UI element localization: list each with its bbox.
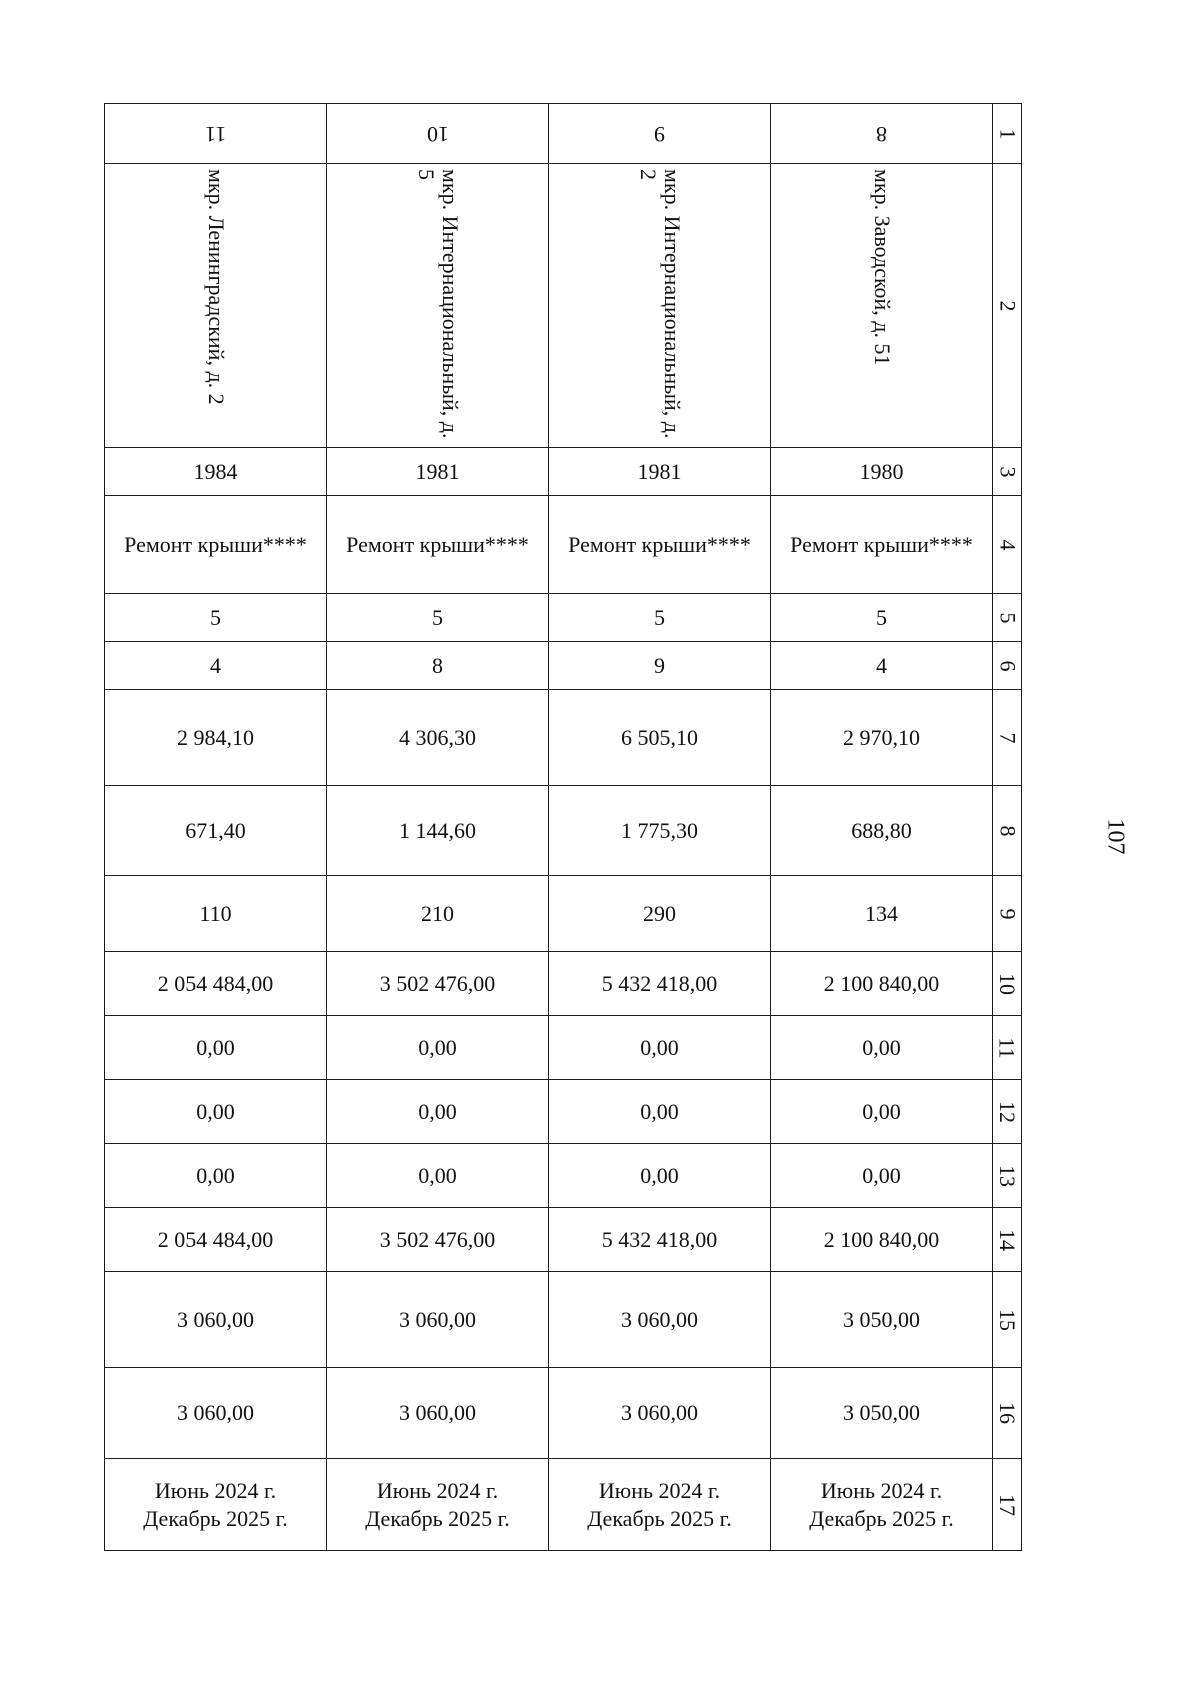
- cell-value: 0,00: [327, 1080, 549, 1144]
- cell-address: мкр. Заводской, д. 51: [771, 164, 993, 448]
- cell-value: 290: [549, 876, 771, 952]
- cell-value: 110: [105, 876, 327, 952]
- table-row-5: [105, 594, 1022, 642]
- row-label: 5: [993, 594, 1022, 642]
- cell-value: 2 984,10: [105, 690, 327, 786]
- cell-value: 3 060,00: [327, 1368, 549, 1459]
- table-row-3: [105, 448, 1022, 496]
- cell-value: 0,00: [549, 1080, 771, 1144]
- table-row-12: [105, 1080, 1022, 1144]
- cell-value: 2 100 840,00: [771, 952, 993, 1016]
- cell-value: 3 502 476,00: [327, 1208, 549, 1272]
- row-label: 8: [993, 786, 1022, 876]
- program-table: [104, 103, 1022, 1551]
- cell-work-type: Ремонт крыши****: [549, 496, 771, 594]
- cell-value: 4: [105, 642, 327, 690]
- cell-value: 5: [327, 594, 549, 642]
- cell-value: 3 050,00: [771, 1368, 993, 1459]
- cell-number: 9: [549, 104, 771, 164]
- table-row-11: [105, 1016, 1022, 1080]
- cell-value: 0,00: [327, 1144, 549, 1208]
- cell-value: 3 060,00: [105, 1272, 327, 1368]
- cell-value: 3 060,00: [327, 1272, 549, 1368]
- cell-number: 8: [771, 104, 993, 164]
- cell-work-type: Ремонт крыши****: [327, 496, 549, 594]
- row-label: 11: [993, 1016, 1022, 1080]
- cell-value: 5: [549, 594, 771, 642]
- cell-value: 688,80: [771, 786, 993, 876]
- cell-value: 0,00: [105, 1144, 327, 1208]
- cell-number: 11: [105, 104, 327, 164]
- cell-value: 0,00: [327, 1016, 549, 1080]
- cell-value: 1 144,60: [327, 786, 549, 876]
- cell-period: Июнь 2024 г. Декабрь 2025 г.: [549, 1459, 771, 1551]
- cell-value: 2 970,10: [771, 690, 993, 786]
- row-label: 2: [993, 164, 1022, 448]
- cell-value: 134: [771, 876, 993, 952]
- cell-address: мкр. Интернациональный, д. 2: [549, 164, 771, 448]
- table-row-4: [105, 496, 1022, 594]
- row-label: 10: [993, 952, 1022, 1016]
- table-row-16: [105, 1368, 1022, 1459]
- cell-value: 2 100 840,00: [771, 1208, 993, 1272]
- cell-value: 4: [771, 642, 993, 690]
- cell-value: 3 050,00: [771, 1272, 993, 1368]
- table-row-6: [105, 642, 1022, 690]
- table-row-1: [105, 104, 1022, 164]
- cell-value: 5: [771, 594, 993, 642]
- page-number: 107: [1102, 818, 1129, 855]
- table-row-2: [105, 164, 1022, 448]
- row-label: 1: [993, 104, 1022, 164]
- cell-year: 1981: [327, 448, 549, 496]
- cell-value: 0,00: [549, 1016, 771, 1080]
- row-label: 9: [993, 876, 1022, 952]
- table-row-14: [105, 1208, 1022, 1272]
- cell-value: 4 306,30: [327, 690, 549, 786]
- table-row-7: [105, 690, 1022, 786]
- row-label: 14: [993, 1208, 1022, 1272]
- cell-value: 1 775,30: [549, 786, 771, 876]
- row-label: 12: [993, 1080, 1022, 1144]
- row-label: 15: [993, 1272, 1022, 1368]
- cell-value: 3 060,00: [549, 1272, 771, 1368]
- cell-value: 0,00: [771, 1144, 993, 1208]
- cell-value: 5: [105, 594, 327, 642]
- table-row-13: [105, 1144, 1022, 1208]
- cell-value: 9: [549, 642, 771, 690]
- table-row-15: [105, 1272, 1022, 1368]
- cell-period: Июнь 2024 г. Декабрь 2025 г.: [771, 1459, 993, 1551]
- cell-value: 210: [327, 876, 549, 952]
- cell-value: 0,00: [105, 1080, 327, 1144]
- cell-value: 8: [327, 642, 549, 690]
- cell-work-type: Ремонт крыши****: [771, 496, 993, 594]
- cell-year: 1980: [771, 448, 993, 496]
- cell-value: 6 505,10: [549, 690, 771, 786]
- row-label: 4: [993, 496, 1022, 594]
- row-label: 13: [993, 1144, 1022, 1208]
- cell-value: 5 432 418,00: [549, 952, 771, 1016]
- table-row-8: [105, 786, 1022, 876]
- row-label: 3: [993, 448, 1022, 496]
- cell-work-type: Ремонт крыши****: [105, 496, 327, 594]
- cell-address: мкр. Интернациональный, д. 5: [327, 164, 549, 448]
- cell-year: 1984: [105, 448, 327, 496]
- table-row-9: [105, 876, 1022, 952]
- row-label: 7: [993, 690, 1022, 786]
- row-label: 17: [993, 1459, 1022, 1551]
- cell-period: Июнь 2024 г. Декабрь 2025 г.: [105, 1459, 327, 1551]
- cell-value: 2 054 484,00: [105, 952, 327, 1016]
- row-label: 16: [993, 1368, 1022, 1459]
- cell-number: 10: [327, 104, 549, 164]
- cell-value: 3 502 476,00: [327, 952, 549, 1016]
- cell-value: 5 432 418,00: [549, 1208, 771, 1272]
- cell-value: 671,40: [105, 786, 327, 876]
- cell-period: Июнь 2024 г. Декабрь 2025 г.: [327, 1459, 549, 1551]
- cell-value: 0,00: [549, 1144, 771, 1208]
- cell-value: 3 060,00: [549, 1368, 771, 1459]
- table-row-17: [105, 1459, 1022, 1551]
- cell-value: 0,00: [771, 1016, 993, 1080]
- cell-value: 3 060,00: [105, 1368, 327, 1459]
- cell-value: 2 054 484,00: [105, 1208, 327, 1272]
- cell-year: 1981: [549, 448, 771, 496]
- row-label: 6: [993, 642, 1022, 690]
- cell-value: 0,00: [771, 1080, 993, 1144]
- table-row-10: [105, 952, 1022, 1016]
- cell-address: мкр. Ленинградский, д. 2: [105, 164, 327, 448]
- cell-value: 0,00: [105, 1016, 327, 1080]
